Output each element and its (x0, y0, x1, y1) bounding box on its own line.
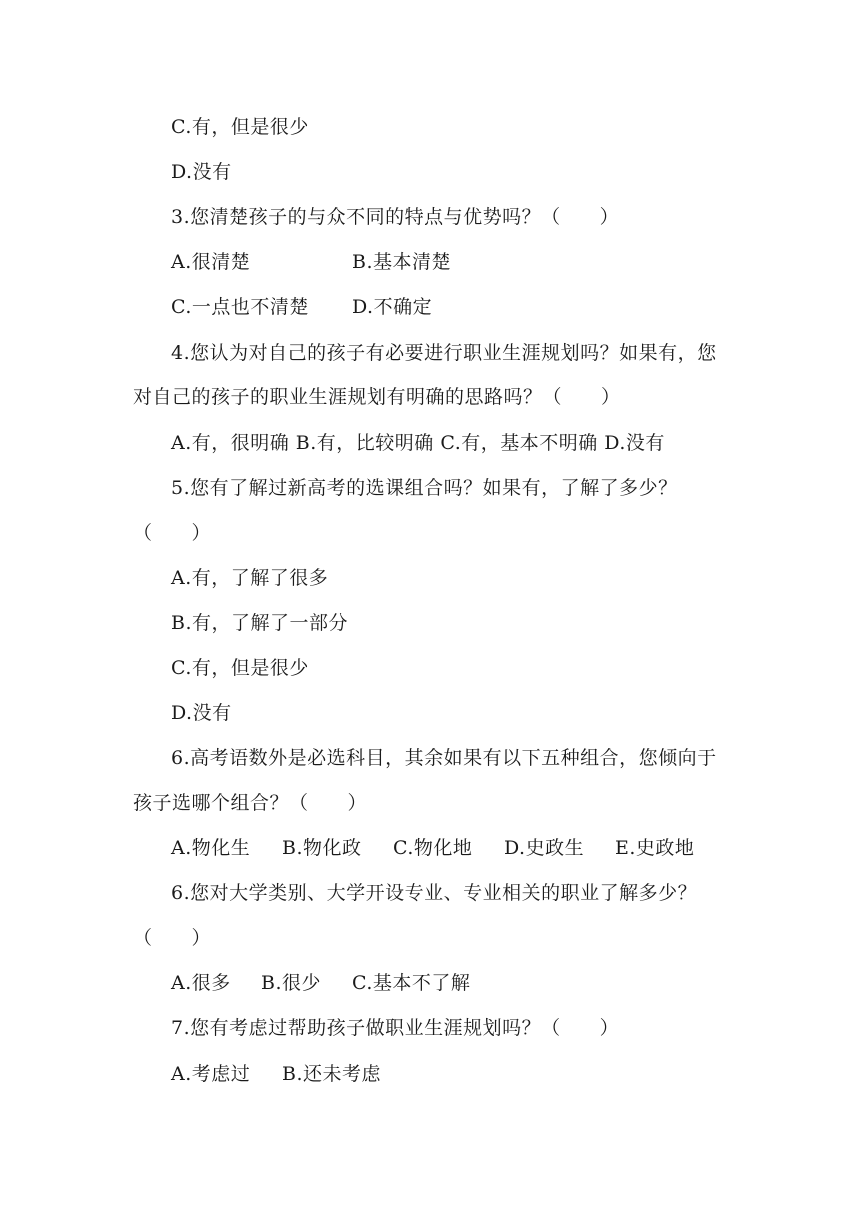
q6b-option-c: C.基本不了解 (352, 972, 471, 994)
q6a-option-d: D.史政生 (504, 837, 585, 859)
q7-option-b: B.还未考虑 (282, 1063, 382, 1085)
q4-question-line-1: 4.您认为对自己的孩子有必要进行职业生涯规划吗？如果有，您 (171, 342, 717, 364)
q3-option-b: B.基本清楚 (352, 251, 452, 273)
q7-option-a: A.考虑过 (171, 1063, 251, 1085)
q3-question: 3.您清楚孩子的与众不同的特点与优势吗？（ ） (171, 206, 620, 228)
q6a-question-line-2: 孩子选哪个组合？（ ） (133, 792, 368, 814)
q3-option-d: D.不确定 (352, 296, 433, 318)
q5-option-b: B.有，了解了一部分 (171, 612, 349, 634)
q6a-option-c: C.物化地 (393, 837, 473, 859)
q4-options: A.有，很明确 B.有，比较明确 C.有，基本不明确 D.没有 (171, 432, 665, 454)
q3-option-c: C.一点也不清楚 (171, 296, 309, 318)
q6a-option-b: B.物化政 (282, 837, 362, 859)
q6a-question-line-1: 6.高考语数外是必选科目，其余如果有以下五种组合，您倾向于 (171, 747, 717, 769)
q2-option-d: D.没有 (171, 161, 232, 183)
q5-question-line-1: 5.您有了解过新高考的选课组合吗？如果有，了解了多少？ (171, 477, 678, 499)
q6b-question-line-2: （ ） (133, 927, 212, 949)
q5-option-a: A.有，了解了很多 (171, 567, 329, 589)
q6b-option-b: B.很少 (261, 972, 322, 994)
q4-question-line-2: 对自己的孩子的职业生涯规划有明确的思路吗？（ ） (133, 386, 621, 408)
q6a-option-e: E.史政地 (615, 837, 695, 859)
q6b-option-a: A.很多 (171, 972, 231, 994)
q6a-option-a: A.物化生 (171, 837, 251, 859)
q6b-question-line-1: 6.您对大学类别、大学开设专业、专业相关的职业了解多少？ (171, 882, 698, 904)
q7-question: 7.您有考虑过帮助孩子做职业生涯规划吗？（ ） (171, 1017, 620, 1039)
q5-option-c: C.有，但是很少 (171, 657, 309, 679)
q5-question-line-2: （ ） (133, 522, 212, 544)
q2-option-c: C.有，但是很少 (171, 116, 309, 138)
q3-option-a: A.很清楚 (171, 251, 251, 273)
q5-option-d: D.没有 (171, 702, 232, 724)
